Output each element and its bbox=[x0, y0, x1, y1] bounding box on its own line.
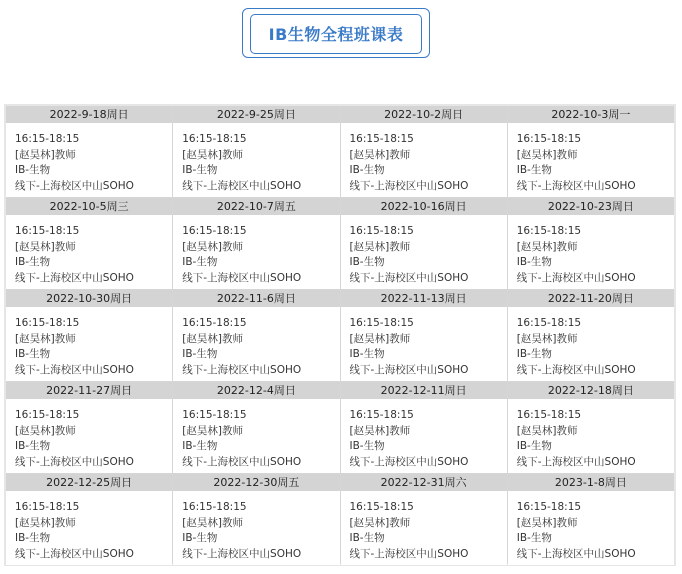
schedule-cell bbox=[508, 198, 674, 289]
session-time: 16:15-18:15 bbox=[182, 501, 247, 513]
session-date: 2022-10-7周五 bbox=[173, 198, 339, 215]
schedule-cell bbox=[508, 382, 674, 473]
session-course: IB-生物 bbox=[15, 440, 51, 452]
session-time: 16:15-18:15 bbox=[182, 225, 247, 237]
session-details bbox=[173, 307, 339, 378]
session-location: 线下-上海校区中山SOHO bbox=[349, 179, 469, 192]
schedule-cell bbox=[6, 198, 172, 289]
session-time: 16:15-18:15 bbox=[182, 317, 247, 329]
session-details bbox=[6, 123, 172, 194]
session-details bbox=[508, 399, 674, 470]
session-location: 线下-上海校区中山SOHO bbox=[349, 271, 469, 284]
schedule-cell bbox=[6, 290, 172, 381]
session-location: 线下-上海校区中山SOHO bbox=[349, 363, 469, 376]
session-course: IB-生物 bbox=[182, 440, 218, 452]
session-date: 2022-12-18周日 bbox=[508, 382, 674, 399]
session-details bbox=[6, 307, 172, 378]
session-time: 16:15-18:15 bbox=[349, 317, 414, 329]
session-time: 16:15-18:15 bbox=[15, 501, 80, 513]
session-teacher: [赵昊林]教师 bbox=[15, 516, 76, 529]
session-details bbox=[508, 491, 674, 562]
schedule-grid bbox=[6, 106, 674, 564]
session-date: 2022-12-11周日 bbox=[341, 382, 507, 399]
session-date: 2022-9-25周日 bbox=[173, 106, 339, 123]
session-teacher: [赵昊林]教师 bbox=[182, 332, 243, 345]
schedule-cell bbox=[173, 290, 339, 381]
session-teacher: [赵昊林]教师 bbox=[516, 516, 578, 529]
session-course: IB-生物 bbox=[182, 532, 218, 544]
session-details bbox=[341, 491, 507, 562]
session-date: 2022-11-20周日 bbox=[508, 290, 674, 307]
session-teacher: [赵昊林]教师 bbox=[15, 148, 76, 161]
session-teacher: [赵昊林]教师 bbox=[349, 148, 411, 161]
session-date: 2022-10-30周日 bbox=[6, 290, 172, 307]
session-details bbox=[341, 215, 507, 286]
session-teacher: [赵昊林]教师 bbox=[15, 424, 76, 437]
session-teacher: [赵昊林]教师 bbox=[182, 424, 243, 437]
session-date: 2022-12-31周六 bbox=[341, 474, 507, 491]
session-details bbox=[6, 215, 172, 286]
session-time: 16:15-18:15 bbox=[15, 409, 80, 421]
session-teacher: [赵昊林]教师 bbox=[516, 240, 578, 253]
session-course: IB-生物 bbox=[349, 164, 385, 176]
session-location: 线下-上海校区中山SOHO bbox=[15, 547, 134, 560]
session-details bbox=[508, 215, 674, 286]
schedule-cell bbox=[173, 198, 339, 289]
session-location: 线下-上海校区中山SOHO bbox=[516, 271, 636, 284]
session-time: 16:15-18:15 bbox=[516, 409, 582, 421]
schedule-cell bbox=[341, 106, 507, 197]
session-time: 16:15-18:15 bbox=[516, 501, 582, 513]
session-course: IB-生物 bbox=[516, 256, 552, 268]
session-details bbox=[508, 123, 674, 194]
session-course: IB-生物 bbox=[516, 440, 552, 452]
session-location: 线下-上海校区中山SOHO bbox=[182, 455, 302, 468]
session-time: 16:15-18:15 bbox=[15, 133, 80, 145]
schedule-cell bbox=[341, 198, 507, 289]
session-teacher: [赵昊林]教师 bbox=[516, 148, 578, 161]
session-date: 2022-10-16周日 bbox=[341, 198, 507, 215]
session-course: IB-生物 bbox=[349, 256, 385, 268]
session-course: IB-生物 bbox=[349, 532, 385, 544]
session-details bbox=[173, 123, 339, 194]
session-date: 2022-10-5周三 bbox=[6, 198, 172, 215]
session-time: 16:15-18:15 bbox=[516, 225, 582, 237]
session-date: 2022-12-4周日 bbox=[173, 382, 339, 399]
session-date: 2022-10-3周一 bbox=[508, 106, 674, 123]
session-teacher: [赵昊林]教师 bbox=[516, 424, 578, 437]
session-course: IB-生物 bbox=[15, 348, 51, 360]
schedule-cell bbox=[341, 382, 507, 473]
schedule-cell bbox=[508, 474, 674, 565]
schedule-cell bbox=[341, 290, 507, 381]
session-location: 线下-上海校区中山SOHO bbox=[15, 179, 134, 192]
session-time: 16:15-18:15 bbox=[349, 501, 414, 513]
session-location: 线下-上海校区中山SOHO bbox=[516, 363, 636, 376]
session-time: 16:15-18:15 bbox=[182, 133, 247, 145]
session-date: 2022-9-18周日 bbox=[6, 106, 172, 123]
session-teacher: [赵昊林]教师 bbox=[15, 240, 76, 253]
schedule-cell bbox=[6, 106, 172, 197]
session-teacher: [赵昊林]教师 bbox=[182, 516, 243, 529]
session-date: 2022-12-25周日 bbox=[6, 474, 172, 491]
session-details bbox=[341, 307, 507, 378]
session-date: 2023-1-8周日 bbox=[508, 474, 674, 491]
session-teacher: [赵昊林]教师 bbox=[516, 332, 578, 345]
session-course: IB-生物 bbox=[182, 348, 218, 360]
session-location: 线下-上海校区中山SOHO bbox=[349, 455, 469, 468]
session-time: 16:15-18:15 bbox=[516, 133, 582, 145]
session-course: IB-生物 bbox=[349, 440, 385, 452]
session-course: IB-生物 bbox=[182, 164, 218, 176]
session-course: IB-生物 bbox=[349, 348, 385, 360]
session-date: 2022-10-23周日 bbox=[508, 198, 674, 215]
session-location: 线下-上海校区中山SOHO bbox=[516, 179, 636, 192]
schedule-table bbox=[4, 104, 676, 566]
session-details bbox=[341, 399, 507, 470]
session-teacher: [赵昊林]教师 bbox=[349, 240, 411, 253]
session-course: IB-生物 bbox=[516, 348, 552, 360]
session-location: 线下-上海校区中山SOHO bbox=[15, 455, 134, 468]
session-time: 16:15-18:15 bbox=[182, 409, 247, 421]
session-teacher: [赵昊林]教师 bbox=[15, 332, 76, 345]
session-location: 线下-上海校区中山SOHO bbox=[15, 363, 134, 376]
session-details bbox=[6, 399, 172, 470]
session-course: IB-生物 bbox=[15, 256, 51, 268]
session-date: 2022-10-2周日 bbox=[341, 106, 507, 123]
session-details bbox=[173, 491, 339, 562]
session-date: 2022-11-13周日 bbox=[341, 290, 507, 307]
session-location: 线下-上海校区中山SOHO bbox=[15, 271, 134, 284]
session-details bbox=[6, 491, 172, 562]
session-teacher: [赵昊林]教师 bbox=[349, 424, 411, 437]
schedule-cell bbox=[508, 106, 674, 197]
session-location: 线下-上海校区中山SOHO bbox=[182, 179, 302, 192]
session-teacher: [赵昊林]教师 bbox=[349, 332, 411, 345]
session-date: 2022-12-30周五 bbox=[173, 474, 339, 491]
session-time: 16:15-18:15 bbox=[516, 317, 582, 329]
session-time: 16:15-18:15 bbox=[15, 225, 80, 237]
session-details bbox=[173, 399, 339, 470]
schedule-cell bbox=[6, 382, 172, 473]
page-title: IB生物全程班课表 bbox=[268, 24, 404, 44]
session-time: 16:15-18:15 bbox=[349, 133, 414, 145]
session-course: IB-生物 bbox=[182, 256, 218, 268]
schedule-cell bbox=[173, 474, 339, 565]
schedule-cell bbox=[6, 474, 172, 565]
session-location: 线下-上海校区中山SOHO bbox=[516, 547, 636, 560]
session-details bbox=[341, 123, 507, 194]
session-course: IB-生物 bbox=[15, 532, 51, 544]
session-time: 16:15-18:15 bbox=[349, 409, 414, 421]
session-location: 线下-上海校区中山SOHO bbox=[349, 547, 469, 560]
session-date: 2022-11-6周日 bbox=[173, 290, 339, 307]
session-time: 16:15-18:15 bbox=[15, 317, 80, 329]
session-course: IB-生物 bbox=[516, 164, 552, 176]
session-location: 线下-上海校区中山SOHO bbox=[182, 547, 302, 560]
schedule-cell bbox=[173, 106, 339, 197]
session-teacher: [赵昊林]教师 bbox=[182, 240, 243, 253]
session-details bbox=[508, 307, 674, 378]
session-date: 2022-11-27周日 bbox=[6, 382, 172, 399]
session-teacher: [赵昊林]教师 bbox=[182, 148, 243, 161]
schedule-cell bbox=[508, 290, 674, 381]
session-location: 线下-上海校区中山SOHO bbox=[182, 271, 302, 284]
session-time: 16:15-18:15 bbox=[349, 225, 414, 237]
session-details bbox=[173, 215, 339, 286]
schedule-cell bbox=[341, 474, 507, 565]
session-course: IB-生物 bbox=[15, 164, 51, 176]
session-location: 线下-上海校区中山SOHO bbox=[182, 363, 302, 376]
session-location: 线下-上海校区中山SOHO bbox=[516, 455, 636, 468]
schedule-cell bbox=[173, 382, 339, 473]
session-teacher: [赵昊林]教师 bbox=[349, 516, 411, 529]
session-course: IB-生物 bbox=[516, 532, 552, 544]
